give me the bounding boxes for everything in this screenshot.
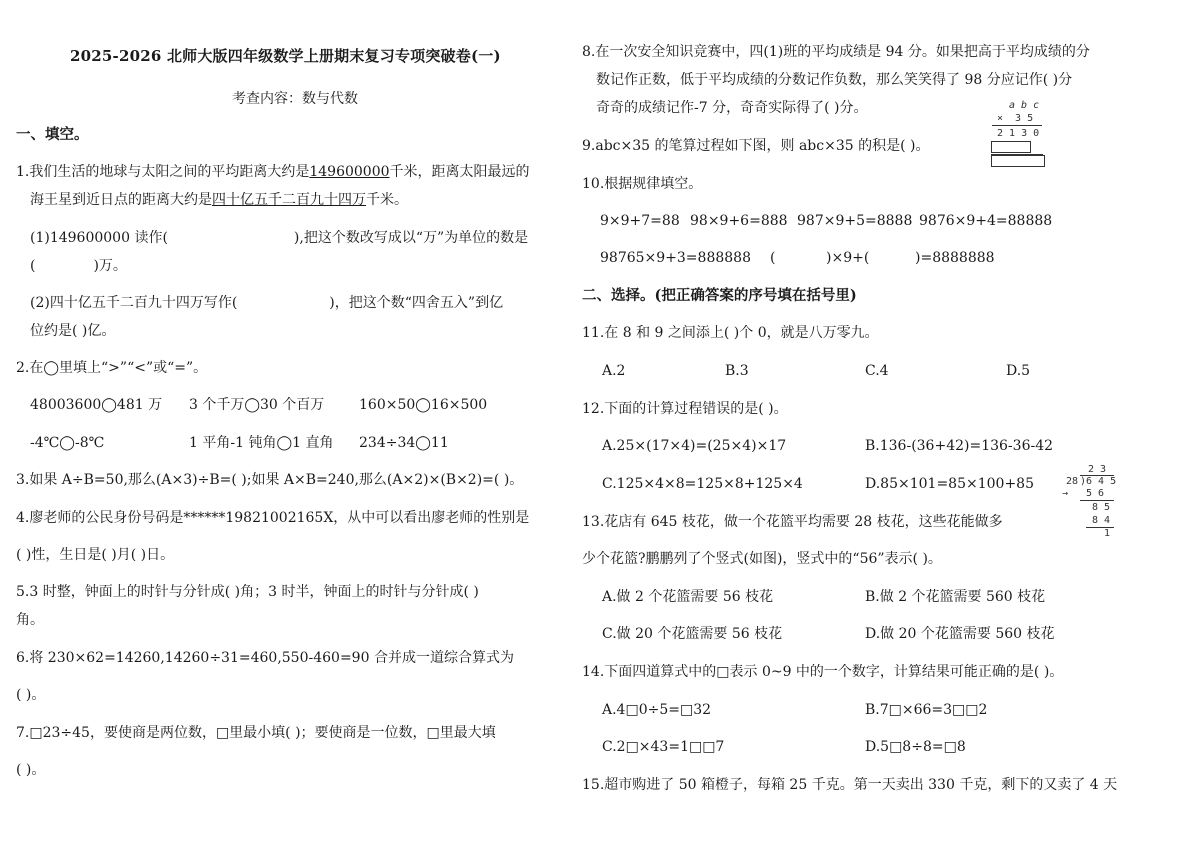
q1-words: 四十亿五千二百九十四万 [212, 192, 366, 208]
q8-line1: 8.在一次安全知识竞赛中，四(1)班的平均成绩是 94 分。如果把高于平均成绩的分 [582, 44, 1090, 60]
section-fill-in-heading: 一、填空。 [16, 126, 89, 143]
paper-subtitle: 考查内容：数与代数 [232, 91, 358, 107]
q13-line1: 13.花店有 645 枝花，做一个花篮平均需要 28 枝花，这些花能做多 [582, 514, 1003, 530]
q1-p1-b: ),把这个数改写成以“万”为单位的数是 [293, 230, 529, 246]
q10-text: 10.根据规律填空。 [582, 176, 703, 192]
q1-p1-c: ( [30, 258, 36, 274]
q8-line3: 奇奇的成绩记作-7 分，奇奇实际得了( )分。 [596, 100, 868, 116]
division-arrow-icon: → [1062, 488, 1069, 499]
paper-title: 2025-2026 北师大版四年级数学上册期末复习专项突破卷(一) [70, 47, 501, 65]
q8-line2: 数记作正数，低于平均成绩的分数记作负数，那么笑笑得了 98 分应记作( )分 [596, 72, 1073, 88]
q14-option-d: D.5□8÷8=□8 [865, 739, 966, 755]
q10-row1-c: 987×9+5=8888 [797, 213, 913, 229]
calc-row-multiplier: × 3 5 [997, 113, 1034, 124]
q1-part1-line2 [30, 256, 127, 276]
q1-p1-d: )万。 [93, 258, 127, 274]
q12-option-c: C.125×4×8=125×8+125×4 [602, 476, 803, 492]
q5-line2: 角。 [16, 612, 44, 628]
q1-p1-a: (1)149600000 读作( [30, 230, 168, 246]
q14-option-c: C.2□×43=1□□7 [602, 739, 725, 755]
q1-line2 [30, 190, 408, 210]
division-remainder: 1 [1104, 528, 1111, 539]
q9-text: 9.abc×35 的笔算过程如下图，则 abc×35 的积是( )。 [582, 138, 930, 154]
q14-option-b: B.7□×66=3□□2 [865, 702, 988, 718]
q13-option-a: A.做 2 个花篮需要 56 枝花 [602, 589, 774, 605]
q15-text: 15.超市购进了 50 箱橙子，每箱 25 千克。第一天卖出 330 千克，剩下的又卖了 4 天 [582, 777, 1118, 793]
q2-row2-b: 1 平角-1 钝角◯1 直角 [189, 435, 334, 451]
q1-p2-a: (2)四十亿五千二百九十四万写作( [30, 295, 238, 311]
q1-line1 [16, 162, 530, 182]
q10-row2-paren-open: ( [770, 250, 776, 266]
q13-option-d: D.做 20 个花篮需要 560 枝花 [865, 626, 1055, 642]
q2-row1-c: 160×50◯16×500 [359, 397, 488, 413]
q7-line2: ( )。 [16, 762, 46, 778]
q1-number: 149600000 [309, 164, 390, 180]
section-choice-heading: 二、选择。(把正确答案的序号填在括号里) [582, 287, 857, 304]
q1-text-c: 海王星到近日点的距离大约是 [30, 192, 212, 208]
q1-part2-line1 [30, 293, 503, 313]
division-step-3: 8 4 [1092, 515, 1111, 526]
division-rule-1 [1080, 500, 1114, 501]
q6-line2: ( )。 [16, 687, 46, 703]
q2-row2-c: 234÷34◯11 [359, 435, 449, 451]
q6-line1: 6.将 230×62=14260,14260÷31=460,550-460=90 合并成一道综合算式为 [16, 650, 514, 666]
q1-part1-line1 [30, 228, 528, 248]
q11-option-b: B.3 [725, 363, 749, 379]
q5-line1: 5.3 时整，钟面上的时针与分针成( )角；3 时半，钟面上的时针与分针成( ) [16, 584, 479, 600]
q13-option-c: C.做 20 个花篮需要 56 枝花 [602, 626, 783, 642]
q11-text: 11.在 8 和 9 之间添上( )个 0，就是八万零九。 [582, 325, 879, 341]
q2-text: 2.在◯里填上“>”“<”或“=”。 [16, 360, 208, 376]
q12-option-d: D.85×101=85×100+85 [865, 476, 1034, 492]
q10-row1-b: 98×9+6=888 [690, 213, 788, 229]
division-quotient: 2 3 [1088, 464, 1107, 475]
q1-text-d: 千米。 [366, 192, 408, 208]
q14-option-a: A.4□0÷5=□32 [602, 702, 712, 718]
q1-text-a: 1.我们生活的地球与太阳之间的平均距离大约是 [16, 164, 310, 180]
division-bracket-side: ) [1080, 476, 1087, 487]
multiplication-figure [987, 100, 1047, 170]
calc-row-partial: 2 1 3 0 [997, 128, 1040, 139]
q11-option-c: C.4 [865, 363, 889, 379]
q7-line1: 7.□23÷45，要使商是两位数，□里最小填( )；要使商是一位数，□里最大填 [16, 725, 496, 741]
q4-line2: ( )性，生日是( )月( )日。 [16, 547, 175, 563]
q1-part2-line2: 位约是( )亿。 [30, 323, 116, 339]
q12-option-b: B.136-(36+42)=136-36-42 [865, 438, 1054, 454]
q13-option-b: B.做 2 个花篮需要 560 枝花 [865, 589, 1046, 605]
q4-line1: 4.廖老师的公民身份号码是******19821002165X，从中可以看出廖老师的性别是 [16, 510, 530, 526]
q10-row1-d: 9876×9+4=88888 [919, 213, 1053, 229]
q12-text: 12.下面的计算过程错误的是( )。 [582, 401, 788, 417]
q12-option-a: A.25×(17×4)=(25×4)×17 [602, 438, 787, 454]
q11-option-d: D.5 [1006, 363, 1031, 379]
q10-row1-a: 9×9+7=88 [600, 213, 680, 229]
calc-blank-box-2 [991, 155, 1045, 167]
q1-p2-b: )，把这个数“四舍五入”到亿 [329, 295, 504, 311]
calc-row-abc: a b c [1009, 100, 1040, 111]
long-division-figure [1062, 464, 1122, 544]
q10-row2-mid: )×9+( [826, 250, 870, 266]
q13-line2: 少个花篮?鹏鹏列了个竖式(如图)，竖式中的“56”表示( )。 [582, 551, 942, 567]
division-step-2: 8 5 [1092, 502, 1111, 513]
q2-row1-a: 48003600◯481 万 [30, 397, 163, 413]
division-dividend: 6 4 5 [1086, 476, 1117, 487]
q3-text: 3.如果 A÷B=50,那么(A×3)÷B=( );如果 A×B=240,那么(A×2)×(B×2)=( )。 [16, 472, 524, 488]
q11-option-a: A.2 [602, 363, 626, 379]
q14-text: 14.下面四道算式中的□表示 0~9 中的一个数字，计算结果可能正确的是( )。 [582, 664, 1064, 680]
calc-rule-1 [992, 125, 1042, 126]
q10-row2-end: )=8888888 [915, 250, 995, 266]
division-divisor: 28 [1066, 476, 1079, 487]
q10-row2-a: 98765×9+3=888888 [600, 250, 751, 266]
division-step-1: 5 6 [1086, 488, 1105, 499]
q1-text-b: 千米，距离太阳最远的 [389, 164, 530, 180]
q2-row2-a: -4℃◯-8℃ [30, 435, 105, 451]
calc-blank-box-1 [991, 141, 1031, 153]
q2-row1-b: 3 个千万◯30 个百万 [189, 397, 325, 413]
